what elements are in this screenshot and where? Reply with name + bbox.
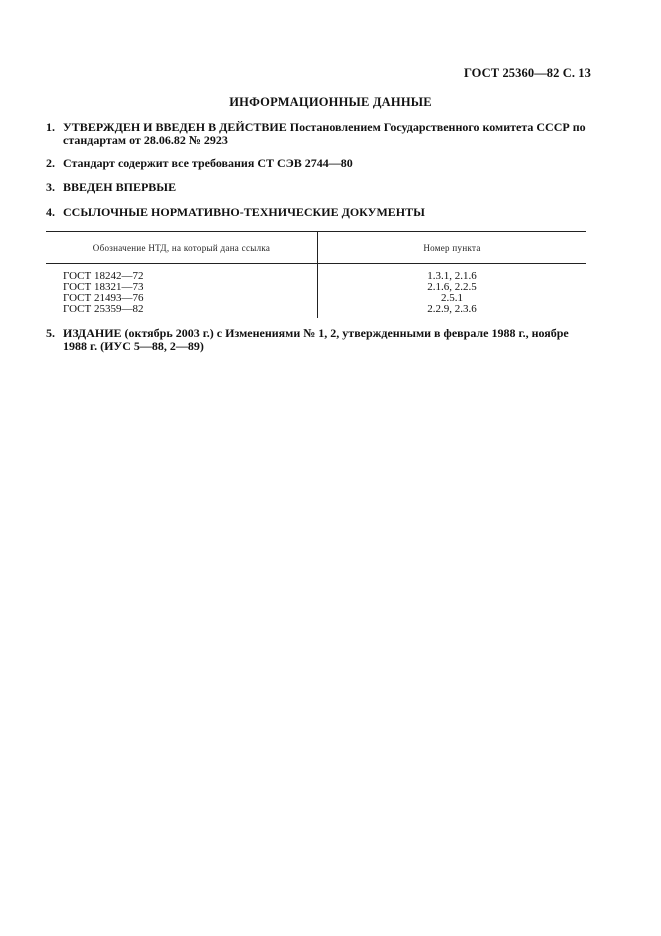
item-number: 1.	[46, 120, 55, 134]
item-text: Стандарт содержит все требования СТ СЭВ 2744—80	[63, 156, 353, 170]
page-header: ГОСТ 25360—82 С. 13	[463, 66, 591, 80]
section-title: ИНФОРМАЦИОННЫЕ ДАННЫЕ	[229, 95, 432, 109]
column-header-document: Обозначение НТД, на который дана ссылка	[46, 232, 318, 264]
item-text-continuation: 1988 г. (ИУС 5—88, 2—89)	[63, 339, 204, 353]
info-item-2	[46, 157, 586, 170]
info-item-1	[46, 121, 586, 147]
cell-clause: 2.2.9, 2.3.6	[427, 303, 477, 315]
item-number: 5.	[46, 326, 55, 340]
table-row	[46, 264, 586, 283]
item-text-continuation: стандартам от 28.06.82 № 2923	[63, 133, 228, 147]
cell-document: ГОСТ 25359—82	[46, 304, 318, 318]
cell-clause: 2.5.1	[441, 292, 463, 304]
table-row	[46, 304, 586, 318]
item-text: УТВЕРЖДЕН И ВВЕДЕН В ДЕЙСТВИЕ Постановлением Государственного комитета СССР по	[63, 120, 586, 134]
reference-documents-table	[46, 231, 586, 318]
item-number: 3.	[46, 180, 55, 194]
info-item-4	[46, 206, 586, 219]
cell-clause: 1.3.1, 2.1.6	[427, 270, 477, 282]
item-number: 4.	[46, 205, 55, 219]
cell-document: ГОСТ 18242—72	[46, 264, 318, 283]
item-text: ИЗДАНИЕ (октябрь 2003 г.) с Изменениями № 1, 2, утвержденными в феврале 1988 г., ноябре	[63, 326, 569, 340]
cell-document: ГОСТ 18321—73	[46, 282, 318, 293]
cell-document: ГОСТ 21493—76	[46, 293, 318, 304]
table-header-row	[46, 232, 586, 264]
item-text: ВВЕДЕН ВПЕРВЫЕ	[63, 180, 177, 194]
info-item-5	[46, 327, 586, 353]
item-number: 2.	[46, 156, 55, 170]
info-item-3	[46, 181, 586, 194]
item-text: ССЫЛОЧНЫЕ НОРМАТИВНО-ТЕХНИЧЕСКИЕ ДОКУМЕНТЫ	[63, 205, 425, 219]
column-header-clause: Номер пункта	[318, 232, 587, 264]
cell-clause: 2.1.6, 2.2.5	[427, 281, 477, 293]
